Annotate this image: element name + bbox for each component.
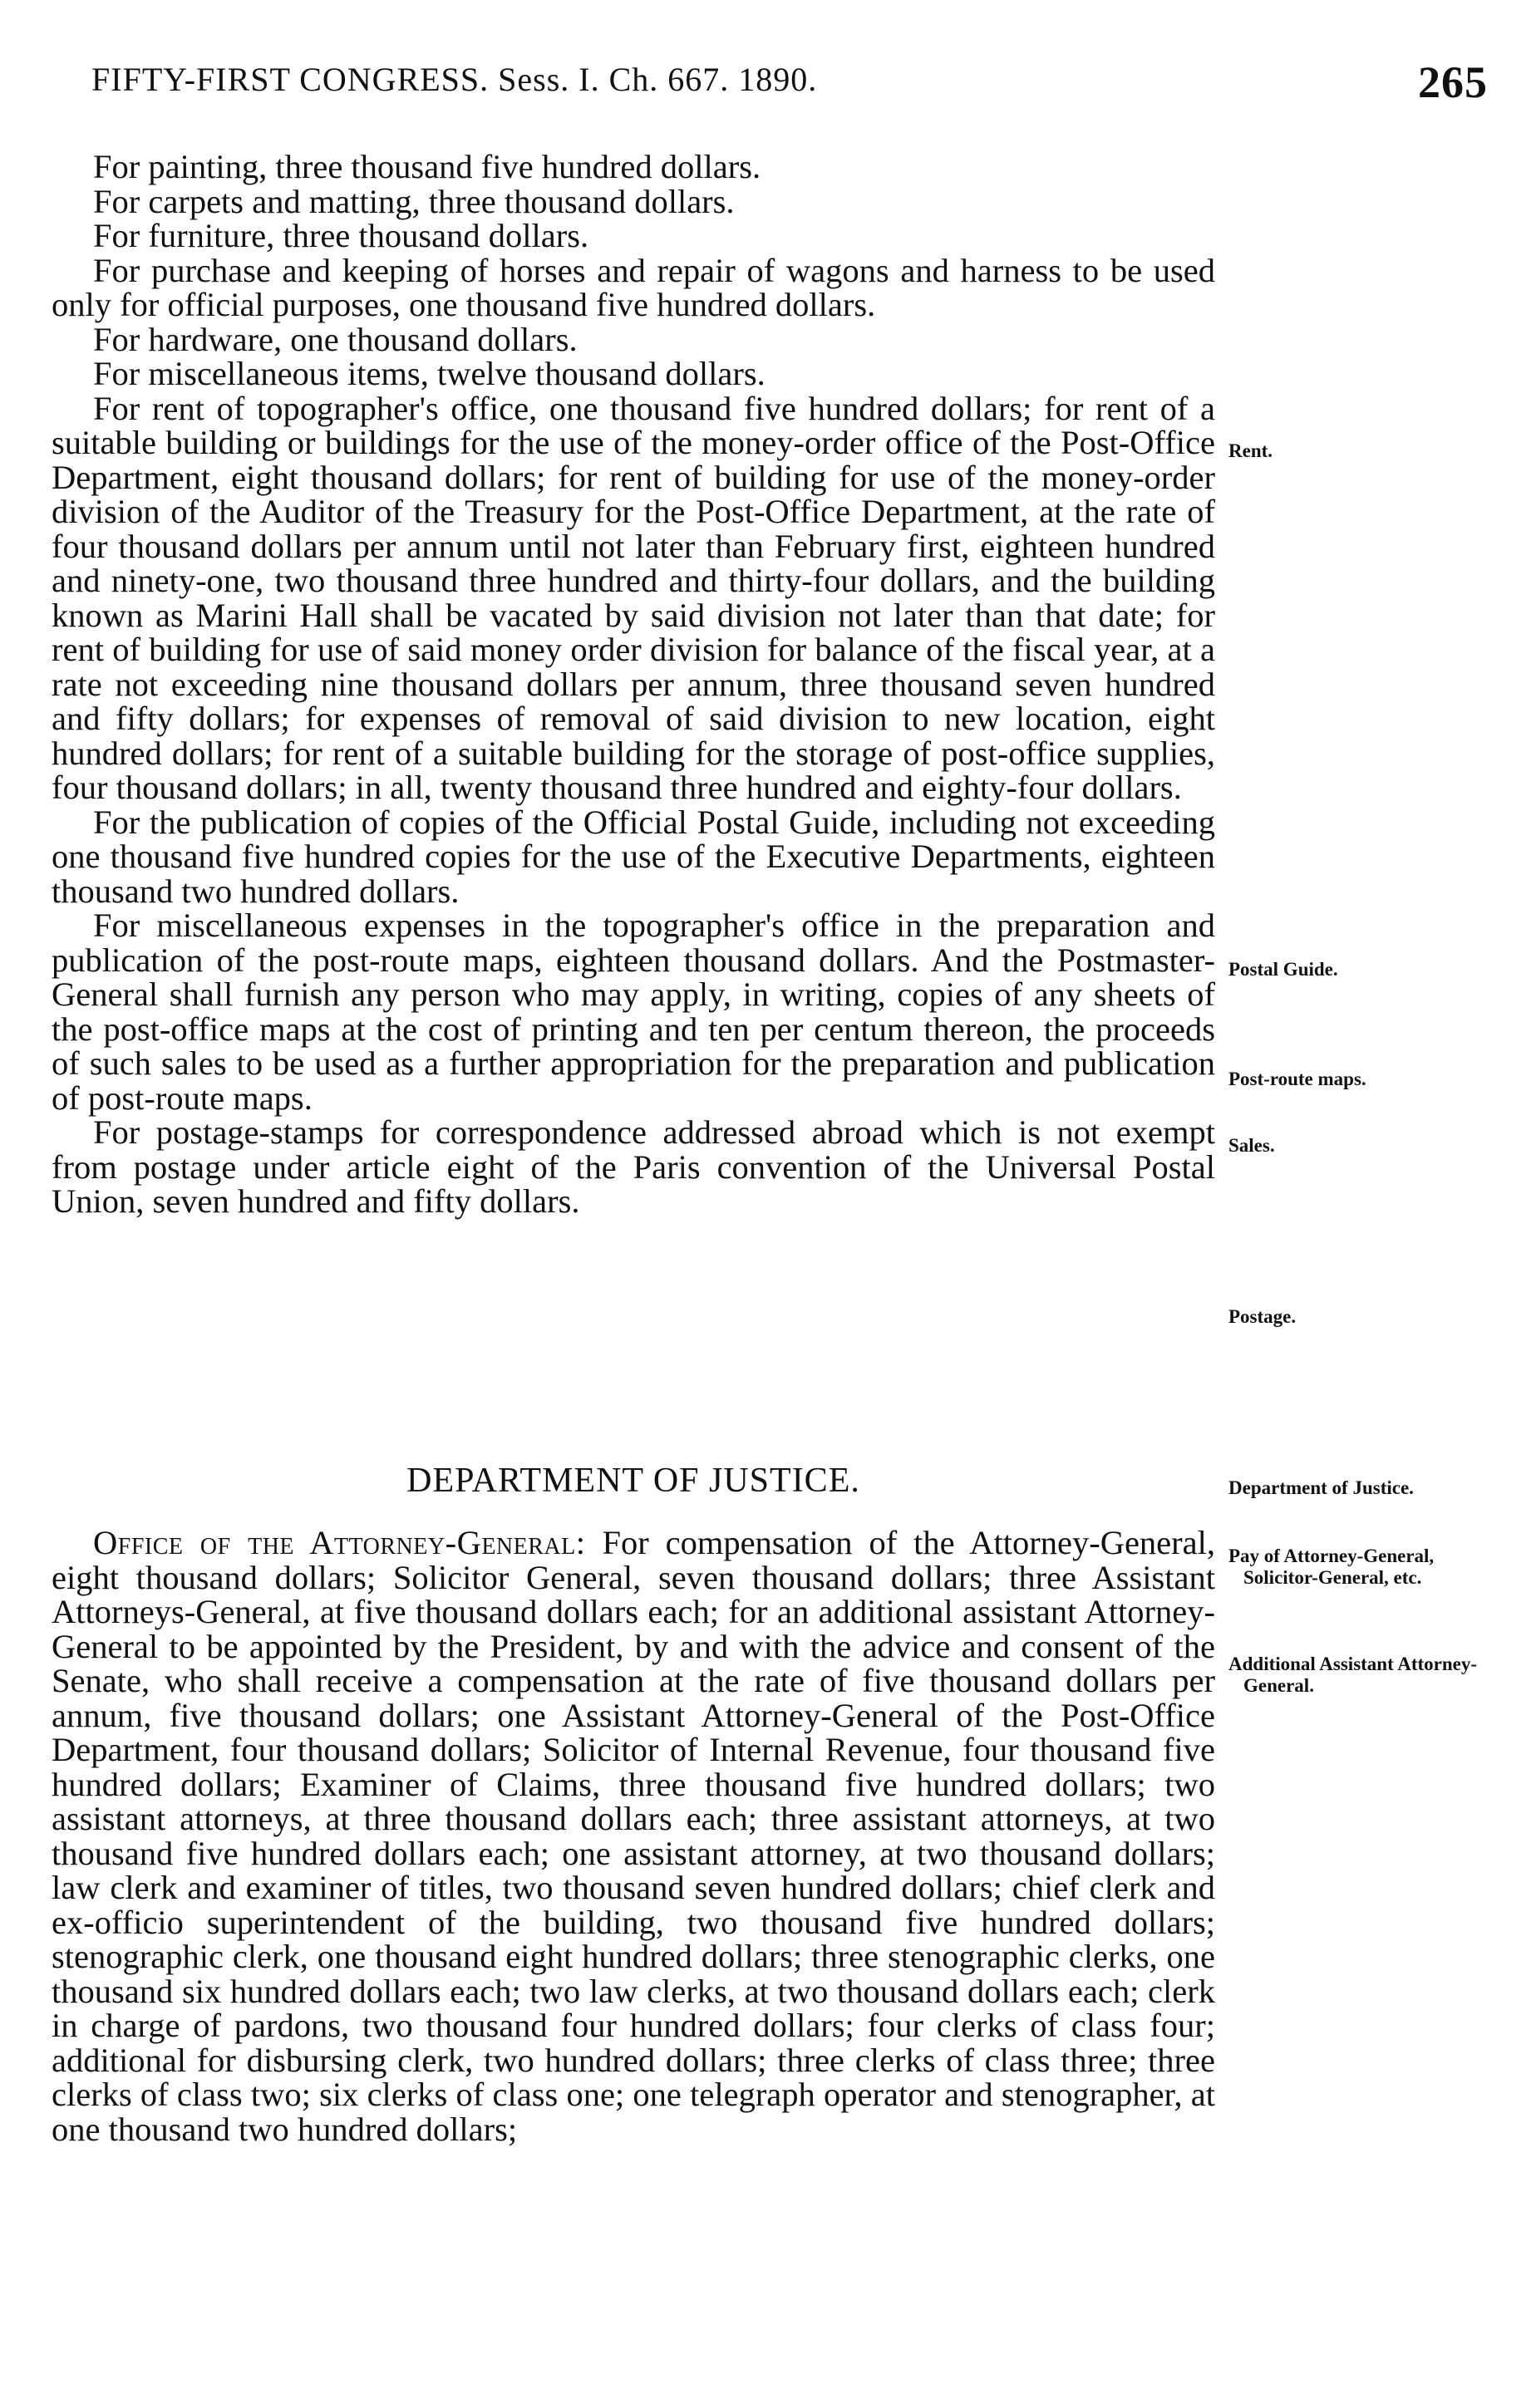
paragraph-furniture: For furniture, three thousand dollars. [93,217,589,254]
paragraph-horses: For purchase and keeping of horses and repair of wagons and harness to be used only for official purposes, one thousand five hundred dollars. [52,251,1215,323]
page-number: 265 [1418,57,1488,107]
paragraph-postal-guide: For the publication of copies of the Official Postal Guide, including not exceeding one thousand five hundred copies for the use of the Executive Departments, eighteen thousand two hundred dollars. [52,803,1215,910]
paragraph-postage: For postage-stamps for correspondence addressed abroad which is not exempt from postage under article eight of the Paris convention of the Universal Postal Union, seven hundred and fifty dollars. [52,1113,1215,1220]
paragraph-attorney-general [52,1526,1215,2146]
margin-note-post-route-maps: Post-route maps. [1228,1069,1366,1089]
paragraph-hardware: For hardware, one thousand dollars. [93,320,578,358]
paragraph-painting: For painting, three thousand five hundred dollars. [93,148,761,185]
justice-section [52,1526,1215,2146]
margin-note-postal-guide: Postal Guide. [1228,959,1338,980]
paragraph-rent: For rent of topographer's office, one thousand five hundred dollars; for rent of a suitable building or buildings for the use of the money-order office of the Post-Office Department, eight thousand dollars; for rent of building for use of the money-order division of the Auditor of the Treasury for the Post-Office Department, at the rate of four thousand dollars per annum until not later than February first, eighteen hundred and ninety-one, two thousand three hundred and thirty-four dollars, and the building known as Marini Hall shall be vacated by said division not later than that date; for rent of building for use of said money order division for balance of the fiscal year, at a rate not exceeding nine thousand dollars per annum, three thousand seven hundred and fifty dollars; for expenses of removal of said division to new location, eight hundred dollars; for rent of a suitable building for the storage of post-office supplies, four thousand dollars; in all, twenty thousand three hundred and eighty-four dollars. [52,389,1215,806]
margin-note-department-of-justice: Department of Justice. [1228,1477,1414,1498]
appropriations-section [52,150,1215,1219]
paragraph-miscellaneous: For miscellaneous items, twelve thousand dollars. [93,355,766,392]
section-heading: DEPARTMENT OF JUSTICE. [406,1462,860,1500]
paragraph-attorney-general-text: For compensation of the Attorney-General, eight thousand dollars; Solicitor General, seven thousand dollars; three Assistant Attorneys-General, at five thousand dollars each; for an additional assistant Attorney-General to be appointed by the President, by and with the advice and consent of the Senate, who shall receive a compensation at the rate of five thousand dollars per annum, five thousand dollars; one Assistant Attorney-General of the Post-Office Department, four thousand dollars; Solicitor of Internal Revenue, four thousand five hundred dollars; Examiner of Claims, three thousand five hundred dollars; two assistant attorneys, at three thousand dollars each; three assistant attorneys, at two thousand five hundred dollars each; one assistant attorney, at two thousand dollars; law clerk and examiner of titles, two thousand seven hundred dollars; chief clerk and ex-officio superintendent of the building, two thousand five hundred dollars; stenographic clerk, one thousand eight hundred dollars; three stenographic clerks, one thousand six hundred dollars each; two law clerks, at two thousand dollars each; clerk in charge of pardons, two thousand four hundred dollars; four clerks of class four; additional for disbursing clerk, two hundred dollars; three clerks of class three; three clerks of class two; six clerks of class one; one telegraph operator and stenographer, at one thousand two hundred dollars; [52,1524,1215,2148]
margin-note-postage: Postage. [1228,1306,1297,1327]
margin-note-rent: Rent. [1228,440,1273,461]
paragraph-carpets: For carpets and matting, three thousand dollars. [93,182,735,220]
lead-in-heading: Office of the Attorney-General: [93,1524,586,1561]
paragraph-post-route-maps: For miscellaneous expenses in the topographer's office in the preparation and publication of the post-route maps, eighteen thousand dollars. And the Postmaster-General shall furnish any person who may apply, in writing, copies of any sheets of the post-office maps at the cost of printing and ten per centum thereon, the proceeds of such sales to be used as a further appropriation for the preparation and publication of post-route maps. [52,907,1215,1117]
page-header [91,57,1488,110]
running-head: FIFTY-FIRST CONGRESS. Sess. I. Ch. 667. 1890. [91,61,818,98]
margin-note-additional-assistant: Additional Assistant Attorney-General. [1228,1654,1478,1696]
margin-note-sales: Sales. [1228,1135,1275,1156]
margin-note-pay-attorney-general: Pay of Attorney-General, Solicitor-General, etc. [1228,1546,1435,1588]
